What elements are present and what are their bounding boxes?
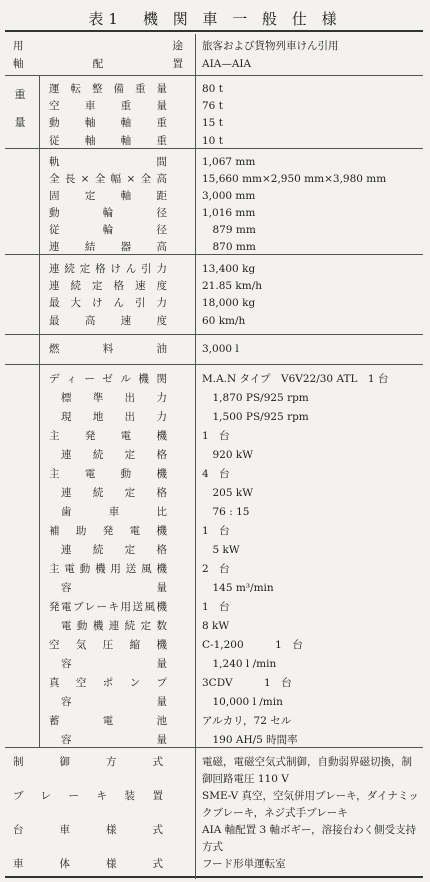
spec-value: 879 mm xyxy=(202,224,256,236)
spec-row xyxy=(5,599,423,616)
spec-label: 空車重量 xyxy=(49,100,167,113)
spec-value: 190 AH/5 時間率 xyxy=(202,734,298,746)
spec-row xyxy=(5,485,423,502)
spec-value: 3,000 l xyxy=(202,343,239,355)
spec-row xyxy=(5,580,423,597)
spec-value: AIA—AIA xyxy=(202,57,252,70)
spec-section xyxy=(5,334,423,365)
spec-row xyxy=(5,222,423,239)
spec-row xyxy=(5,171,423,188)
spec-value: 15 t xyxy=(202,117,223,130)
spec-row xyxy=(5,504,423,521)
spec-row xyxy=(5,313,423,330)
spec-row xyxy=(5,115,423,132)
spec-label: 運転整備重量 xyxy=(49,83,167,95)
spec-label: 固定軸距 xyxy=(49,190,167,202)
spec-label: 真空ポンプ xyxy=(49,677,167,689)
spec-value: 1,240 l /min xyxy=(202,658,277,670)
spec-value: 15,660 mm×2,950 mm×3,980 mm xyxy=(202,173,387,185)
spec-label: 燃 料 油 xyxy=(49,343,167,355)
spec-label: 補助発電機 xyxy=(49,525,167,537)
spec-value: M.A.N タイプ V6V22/30 ATL 1 台 xyxy=(202,373,389,385)
spec-row xyxy=(5,754,423,785)
spec-row xyxy=(5,618,423,635)
spec-value: 1,067 mm xyxy=(202,156,256,168)
spec-table xyxy=(5,30,423,878)
spec-row xyxy=(5,154,423,171)
spec-value: 3CDV 1 台 xyxy=(202,677,292,689)
spec-label: 動輪径 xyxy=(49,207,167,219)
spec-value: 1,016 mm xyxy=(202,207,256,219)
spec-label: 用 途 xyxy=(13,40,183,52)
spec-label: 連結器高 xyxy=(49,241,167,253)
spec-value: SME-V 真空，空気併用ブレーキ，ダイナミックブレーキ，ネジ式手ブレーキ xyxy=(202,790,419,819)
spec-row xyxy=(5,38,423,55)
spec-row xyxy=(5,675,423,692)
spec-row xyxy=(5,409,423,426)
spec-row xyxy=(5,371,423,388)
spec-row xyxy=(5,81,423,98)
spec-value: 電磁，電磁空気式制御，自動弱界磁切換，制御回路電圧 110 V xyxy=(202,756,412,785)
spec-row xyxy=(5,56,423,73)
spec-label: ブレーキ装置 xyxy=(13,790,163,802)
spec-label: 動軸軸重 xyxy=(49,117,167,130)
spec-row xyxy=(5,856,423,873)
spec-value: 1 台 xyxy=(202,601,230,613)
spec-label: 連続定格 xyxy=(61,449,167,461)
spec-row xyxy=(5,295,423,312)
spec-row xyxy=(5,188,423,205)
spec-value: 18,000 kg xyxy=(202,297,256,310)
spec-row xyxy=(5,542,423,559)
spec-row xyxy=(5,637,423,654)
group-label: 重 量 xyxy=(14,88,26,129)
spec-value: 3,000 mm xyxy=(202,190,256,202)
spec-row xyxy=(5,788,423,819)
spec-section xyxy=(5,747,423,879)
spec-label: 空気圧縮機 xyxy=(49,639,167,651)
spec-label: 電動機連続定数 xyxy=(61,620,167,632)
spec-row xyxy=(5,656,423,673)
spec-value: 1 台 xyxy=(202,430,230,442)
spec-value: 13,400 kg xyxy=(202,263,256,275)
spec-label: 従軸軸重 xyxy=(49,134,167,147)
spec-label: 連続定格 xyxy=(61,487,167,499)
spec-label: 容 量 xyxy=(61,734,167,746)
spec-value: 76 : 15 xyxy=(202,506,250,518)
spec-value: フード形単運転室 xyxy=(202,858,286,870)
spec-row xyxy=(5,447,423,464)
spec-value: C-1,200 1 台 xyxy=(202,639,303,651)
spec-value: 10,000 l /min xyxy=(202,696,283,708)
spec-row xyxy=(5,428,423,445)
spec-row xyxy=(5,261,423,278)
spec-label: 歯車比 xyxy=(61,506,167,518)
spec-value: アルカリ，72 セル xyxy=(202,715,292,727)
spec-row xyxy=(5,278,423,295)
spec-label: 発電ブレーキ用送風機 xyxy=(49,601,167,613)
spec-row xyxy=(5,822,423,853)
spec-label: 全長×全幅×全高 xyxy=(49,173,167,185)
spec-label: 最高速度 xyxy=(49,314,167,327)
spec-label: 容 量 xyxy=(61,696,167,708)
spec-row xyxy=(5,561,423,578)
spec-label: 主電動機 xyxy=(49,468,167,480)
spec-value: 205 kW xyxy=(202,487,254,499)
spec-row xyxy=(5,390,423,407)
spec-label: 蓄 電 池 xyxy=(49,715,167,727)
spec-section xyxy=(5,75,423,149)
spec-value: 5 kW xyxy=(202,544,240,556)
spec-value: 1,500 PS/925 rpm xyxy=(202,411,309,423)
spec-label: ディーゼル機関 xyxy=(49,373,167,385)
spec-value: 旅客および貨物列車けん引用 xyxy=(202,40,339,52)
spec-section xyxy=(5,254,423,335)
spec-label: 容 量 xyxy=(61,582,167,594)
spec-label: 主電動機用送風機 xyxy=(49,563,167,575)
spec-value: 80 t xyxy=(202,83,223,95)
spec-value: 920 kW xyxy=(202,449,254,461)
table-title: 表1 機 関 車 一 般 仕 様 xyxy=(88,10,342,28)
spec-row xyxy=(5,713,423,730)
spec-row xyxy=(5,694,423,711)
spec-value: 60 km/h xyxy=(202,314,246,327)
spec-label: 容 量 xyxy=(61,658,167,670)
spec-row xyxy=(5,205,423,222)
spec-label: 連続定格速度 xyxy=(49,280,167,293)
spec-value: 4 台 xyxy=(202,468,230,480)
spec-value: AIA 軸配置 3 軸ボギー，溶接台わく側受支持方式 xyxy=(202,824,417,853)
spec-label: 車体様式 xyxy=(13,858,163,870)
spec-row xyxy=(5,523,423,540)
spec-value: 21.85 km/h xyxy=(202,280,263,293)
spec-row xyxy=(5,341,423,358)
spec-section xyxy=(5,364,423,748)
spec-section xyxy=(5,34,423,75)
spec-label: 軌 間 xyxy=(49,156,167,168)
spec-label: 標準出力 xyxy=(61,392,167,404)
spec-value: 10 t xyxy=(202,134,223,147)
spec-value: 145 m³/min xyxy=(202,582,274,594)
spec-section xyxy=(5,148,423,255)
spec-label: 制御方式 xyxy=(13,756,163,768)
spec-label: 軸 配 置 xyxy=(13,57,183,70)
spec-label: 台車様式 xyxy=(13,824,163,836)
spec-label: 連続定格 xyxy=(61,544,167,556)
spec-value: 8 kW xyxy=(202,620,230,632)
spec-value: 1,870 PS/925 rpm xyxy=(202,392,309,404)
spec-row xyxy=(5,98,423,115)
spec-label: 従輪径 xyxy=(49,224,167,236)
spec-label: 最大けん引力 xyxy=(49,297,167,310)
spec-label: 現地出力 xyxy=(61,411,167,423)
spec-value: 2 台 xyxy=(202,563,230,575)
spec-value: 1 台 xyxy=(202,525,230,537)
spec-value: 76 t xyxy=(202,100,223,113)
spec-row xyxy=(5,466,423,483)
spec-value: 870 mm xyxy=(202,241,256,253)
spec-label: 連続定格けん引力 xyxy=(49,263,167,275)
spec-label: 主発電機 xyxy=(49,430,167,442)
